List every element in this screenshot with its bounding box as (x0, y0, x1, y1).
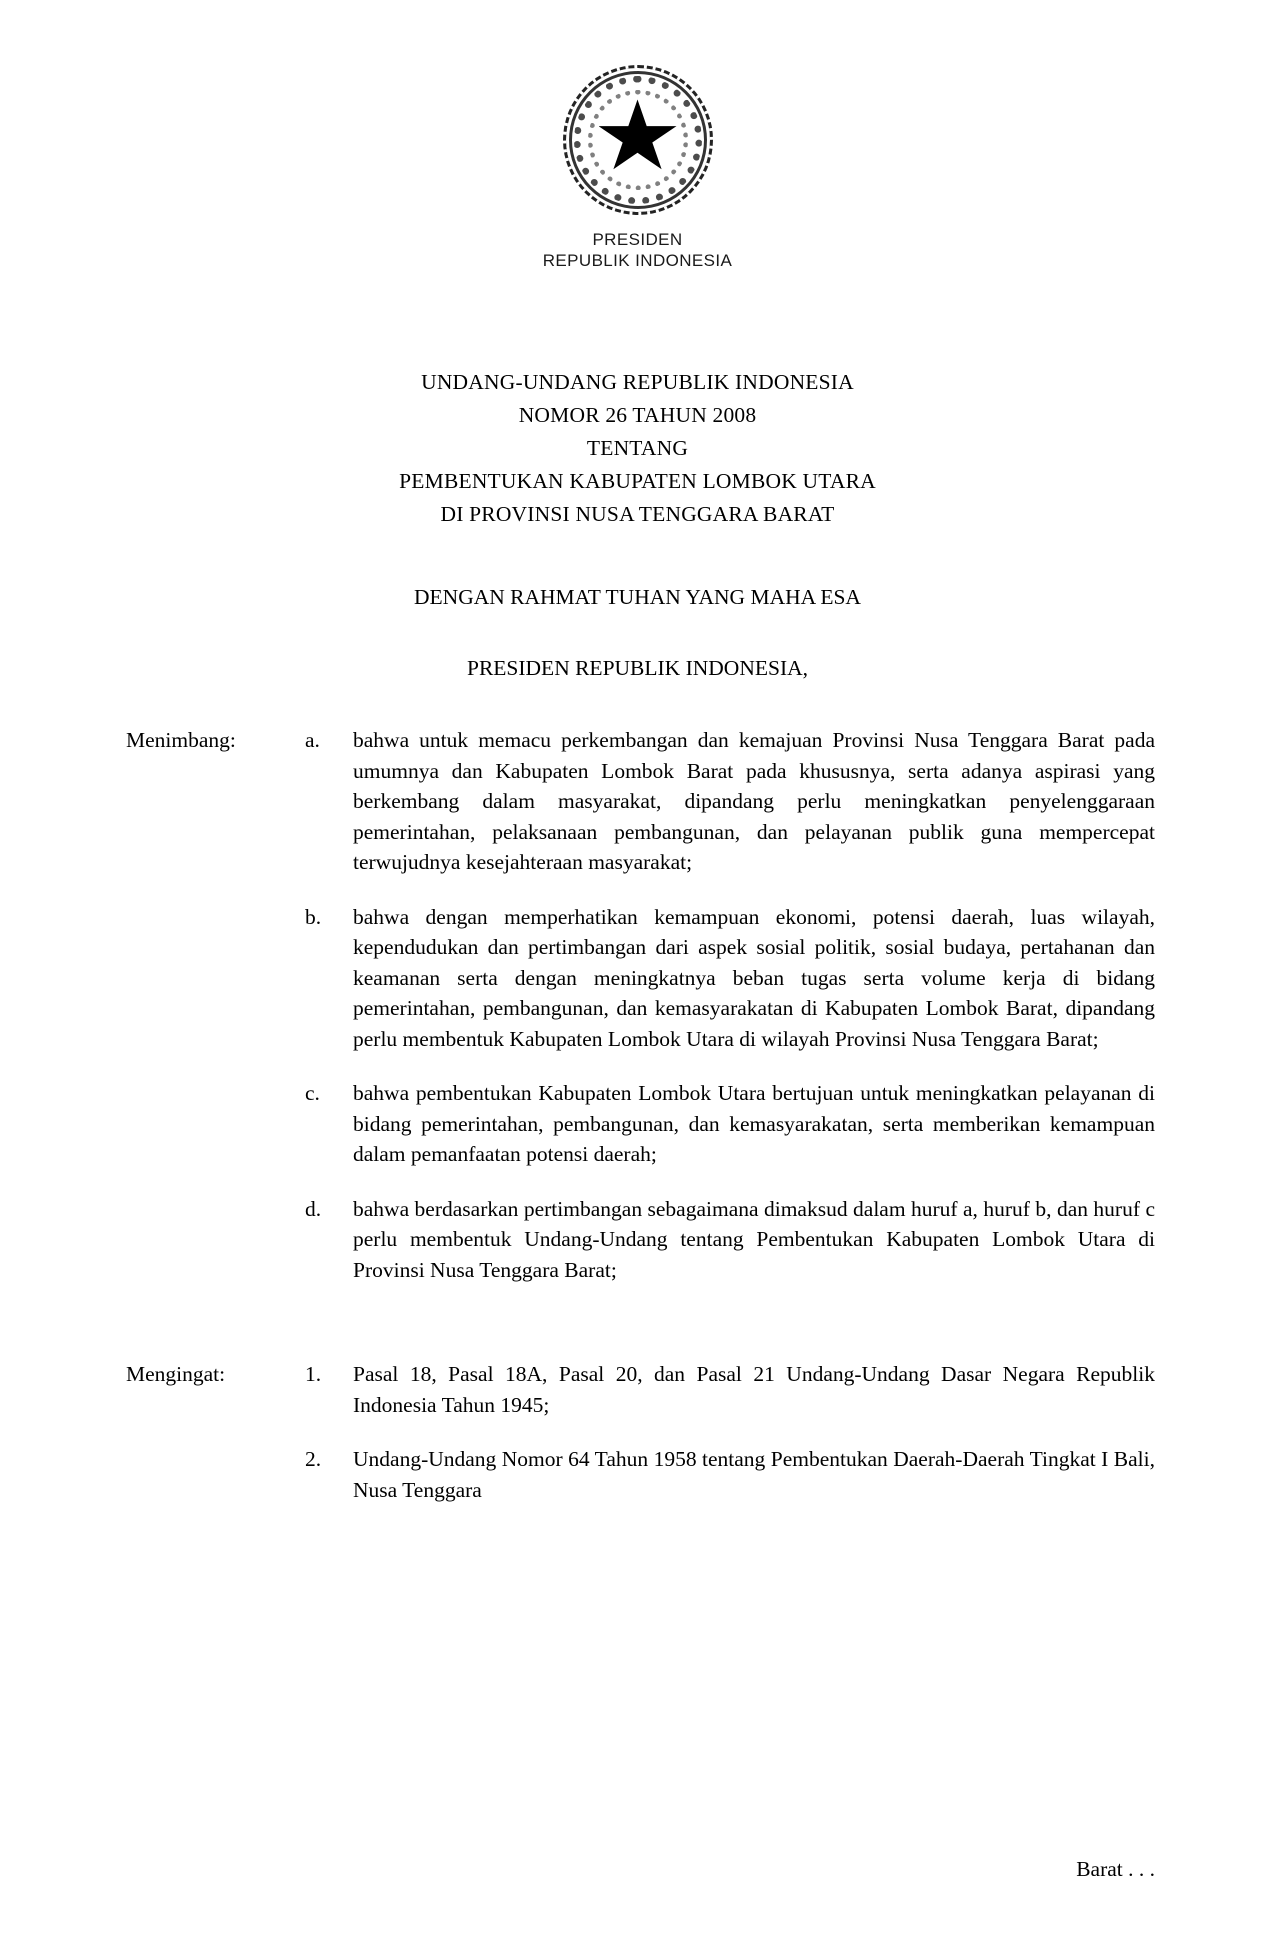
clause-item (305, 1194, 1155, 1286)
emblem-caption-line2: REPUBLIK INDONESIA (542, 251, 733, 270)
clause-item (305, 725, 1155, 878)
clause-marker: 1. (305, 1362, 322, 1386)
clause-marker: a. (305, 728, 320, 752)
mengingat-label: Mengingat: (126, 1362, 226, 1386)
clause-text: bahwa berdasarkan pertimbangan sebagaimana dimaksud dalam huruf a, huruf b, dan huruf c perlu membentuk Undang-Undang tentang Pembentukan Kabupaten Lombok Utara di Provinsi Nusa Tenggara Barat; (353, 1196, 1155, 1282)
clause-text: bahwa pembentukan Kabupaten Lombok Utara bertujuan untuk meningkatkan pelayanan di bidang pemerintahan, pembangunan, dan kemasyarakatan, serta memberikan kemampuan dalam pemanfaatan potensi daerah; (353, 1081, 1155, 1166)
clause-item (305, 902, 1155, 1055)
title-line-4: PEMBENTUKAN KABUPATEN LOMBOK UTARA (399, 469, 876, 493)
page-continuation-note: Barat . . . (1076, 1857, 1155, 1881)
mengingat-section (120, 1359, 1155, 1505)
president-line: PRESIDEN REPUBLIK INDONESIA, (466, 656, 809, 680)
menimbang-section (120, 725, 1155, 1285)
mengingat-items (305, 1359, 1155, 1505)
title-line-1: UNDANG-UNDANG REPUBLIK INDONESIA (421, 370, 854, 394)
title-line-5: DI PROVINSI NUSA TENGGARA BARAT (440, 502, 835, 526)
clause-text: Pasal 18, Pasal 18A, Pasal 20, dan Pasal 21 Undang-Undang Dasar Negara Republik Indonesia Tahun 1945; (353, 1362, 1155, 1417)
document-subtitle (120, 581, 1155, 685)
clause-item (305, 1078, 1155, 1170)
clause-marker: b. (305, 904, 322, 929)
clause-item (305, 1444, 1155, 1505)
document-title (120, 366, 1155, 531)
menimbang-items (305, 725, 1155, 1285)
menimbang-label: Menimbang: (126, 728, 236, 752)
title-line-3: TENTANG (586, 436, 689, 460)
clause-text: bahwa dengan memperhatikan kemampuan ekonomi, potensi daerah, luas wilayah, kependudukan dan pertimbangan dari aspek sosial politik, sosial budaya, pertahanan dan keamanan serta dengan meningkatnya beban tugas serta volume kerja di bidang pemerintahan, pembangunan, dan kemasyarakatan di Kabupaten Lombok Barat, dipandang perlu membentuk Kabupaten Lombok Utara di wilayah Provinsi Nusa Tenggara Barat; (353, 904, 1155, 1051)
clause-marker: 2. (305, 1447, 322, 1471)
emblem-block (120, 65, 1155, 271)
clause-marker: d. (305, 1196, 322, 1221)
emblem-caption (120, 229, 1155, 271)
title-line-2: NOMOR 26 TAHUN 2008 (518, 403, 757, 427)
blessing-line: DENGAN RAHMAT TUHAN YANG MAHA ESA (414, 585, 861, 609)
clause-marker: c. (305, 1081, 320, 1105)
garuda-star-emblem-icon (563, 65, 713, 215)
emblem-caption-line1: PRESIDEN (592, 230, 683, 249)
clause-text: bahwa untuk memacu perkembangan dan kemajuan Provinsi Nusa Tenggara Barat pada umumnya dan Kabupaten Lombok Barat pada khususnya, serta adanya aspirasi yang berkembang dalam masyarakat, dipandang perlu meningkatkan penyelenggaraan pemerintahan, pelaksanaan pembangunan, dan pelayanan publik guna mempercepat terwujudnya kesejahteraan masyarakat; (353, 728, 1155, 874)
clause-text: Undang-Undang Nomor 64 Tahun 1958 tentang Pembentukan Daerah-Daerah Tingkat I Bali, Nusa Tenggara (353, 1447, 1155, 1502)
clause-item (305, 1359, 1155, 1420)
